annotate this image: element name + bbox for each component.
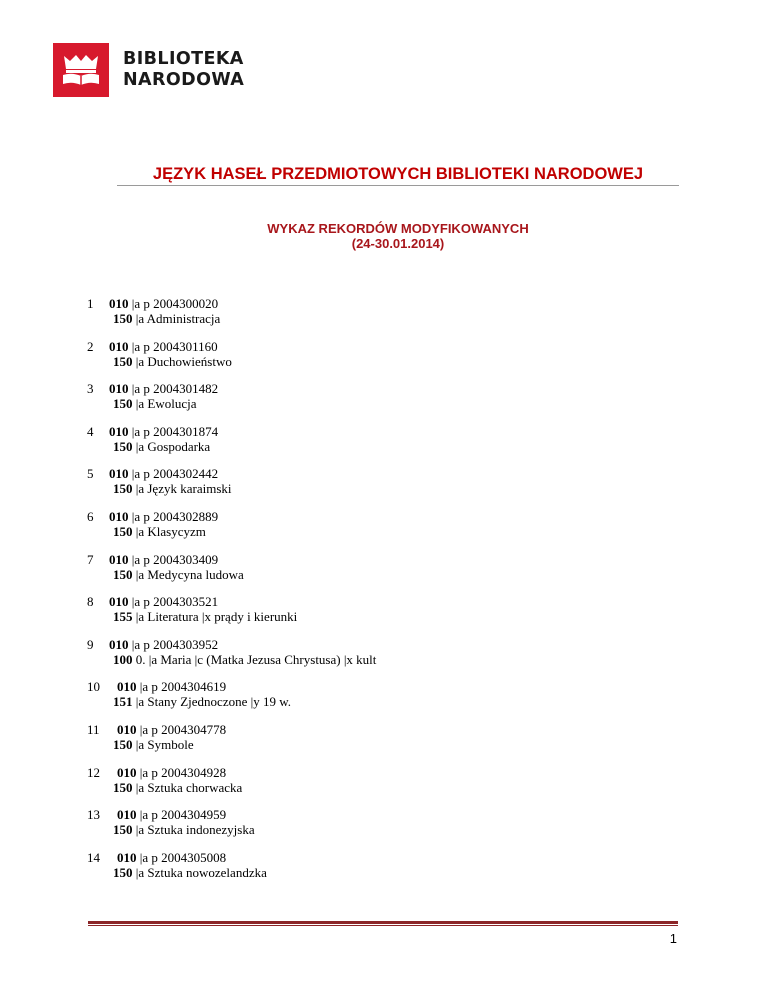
record-line-heading [113, 822, 255, 837]
field-value: |a Sztuka nowozelandzka [132, 864, 267, 880]
field-value: |a p 2004302889 [128, 508, 219, 524]
record-item [87, 381, 687, 411]
field-value: |a p 2004303409 [128, 551, 219, 567]
record-number: 7 [87, 551, 94, 567]
field-tag: 150 [113, 396, 133, 412]
record-item [87, 509, 687, 539]
field-tag: 010 [109, 594, 129, 610]
record-number: 8 [87, 594, 94, 610]
logo-wordmark [123, 49, 244, 91]
record-line-heading [113, 737, 194, 752]
page-number: 1 [669, 931, 677, 946]
field-value: |a Język karaimski [132, 481, 232, 497]
record-item [87, 594, 687, 624]
field-tag: 150 [113, 481, 133, 497]
record-line-010 [109, 594, 218, 609]
field-value: |a Klasycyzm [132, 523, 206, 539]
field-tag: 155 [113, 609, 133, 625]
field-value: |a Sztuka chorwacka [132, 779, 243, 795]
record-line-010 [109, 381, 218, 396]
record-line-heading [113, 652, 376, 667]
field-value: |a Administracja [132, 311, 221, 326]
document-title: JĘZYK HASEŁ PRZEDMIOTOWYCH BIBLIOTEKI NARODOWEJ [152, 165, 644, 183]
field-value: |a Stany Zjednoczone |y 19 w. [132, 694, 292, 710]
record-item [87, 850, 687, 880]
record-number: 5 [87, 466, 94, 482]
record-line-heading [113, 694, 291, 709]
field-value: |a p 2004304959 [136, 807, 227, 823]
logo-line-1: BIBLIOTEKA [123, 49, 244, 69]
field-tag: 010 [117, 807, 137, 823]
field-tag: 010 [117, 764, 137, 780]
record-line-010 [109, 552, 218, 567]
record-line-heading [113, 609, 297, 624]
field-tag: 150 [113, 864, 133, 880]
field-tag: 100 [113, 651, 133, 667]
record-line-heading [113, 780, 242, 795]
field-tag: 150 [113, 822, 133, 838]
field-tag: 150 [113, 779, 133, 795]
field-value: |a p 2004301482 [128, 381, 219, 397]
record-number: 6 [87, 508, 94, 524]
field-value: |a p 2004301160 [128, 338, 218, 354]
record-line-heading [113, 567, 244, 582]
record-line-heading [113, 865, 267, 880]
logo-line-2: NARODOWA [123, 70, 245, 90]
field-tag: 150 [113, 736, 133, 752]
record-list [87, 296, 687, 892]
field-value: |a Gospodarka [132, 438, 211, 454]
footer-divider [88, 921, 678, 926]
field-value: |a Sztuka indonezyjska [132, 822, 255, 838]
field-value: |a p 2004302442 [128, 466, 219, 482]
field-value: |a p 2004304928 [136, 764, 227, 780]
record-number: 13 [87, 807, 100, 823]
field-value: |a p 2004303521 [128, 594, 219, 610]
field-tag: 010 [117, 679, 137, 695]
record-line-heading [113, 481, 232, 496]
record-line-010 [109, 296, 218, 311]
record-item [87, 765, 687, 795]
record-line-heading [113, 354, 232, 369]
field-tag: 150 [113, 438, 133, 454]
record-line-010 [117, 807, 226, 822]
record-number: 4 [87, 423, 94, 439]
record-number: 11 [87, 721, 100, 737]
field-value: |a Duchowieństwo [132, 353, 232, 369]
field-value: |a Literatura |x prądy i kierunki [132, 609, 298, 625]
field-tag: 151 [113, 694, 133, 710]
field-tag: 010 [109, 636, 129, 652]
record-line-010 [109, 509, 218, 524]
record-line-heading [113, 524, 206, 539]
field-value: |a Symbole [132, 736, 194, 752]
title-divider [117, 185, 679, 186]
field-tag: 010 [109, 508, 129, 524]
record-item [87, 807, 687, 837]
field-tag: 010 [109, 381, 129, 397]
field-tag: 010 [109, 551, 129, 567]
field-tag: 010 [117, 849, 137, 865]
document-subtitle [117, 221, 679, 251]
record-item [87, 339, 687, 369]
field-tag: 010 [109, 296, 129, 311]
record-item [87, 679, 687, 709]
record-number: 12 [87, 764, 100, 780]
field-value: |a p 2004301874 [128, 423, 219, 439]
record-line-010 [109, 637, 218, 652]
field-value: |a p 2004304619 [136, 679, 227, 695]
subtitle-date-range: (24-30.01.2014) [351, 236, 445, 251]
record-number: 1 [87, 296, 94, 311]
crown-book-icon [53, 43, 109, 97]
record-line-heading [113, 396, 196, 411]
record-line-heading [113, 439, 210, 454]
field-tag: 010 [109, 338, 129, 354]
record-number: 9 [87, 636, 94, 652]
field-value: |a p 2004305008 [136, 849, 227, 865]
record-number: 14 [87, 849, 100, 865]
field-tag: 010 [109, 423, 129, 439]
record-item [87, 552, 687, 582]
record-number: 3 [87, 381, 94, 397]
field-value: |a p 2004300020 [128, 296, 219, 311]
record-item [87, 296, 687, 326]
field-tag: 010 [117, 721, 137, 737]
record-line-heading [113, 311, 220, 326]
field-tag: 150 [113, 353, 133, 369]
record-line-010 [117, 850, 226, 865]
subtitle-line-1: WYKAZ REKORDÓW MODYFIKOWANYCH [267, 221, 529, 236]
record-item [87, 424, 687, 454]
record-number: 2 [87, 338, 94, 354]
record-item [87, 466, 687, 496]
field-tag: 010 [109, 466, 129, 482]
record-line-010 [117, 679, 226, 694]
library-logo [53, 43, 244, 97]
record-line-010 [117, 722, 226, 737]
field-value: |a p 2004303952 [128, 636, 219, 652]
field-tag: 150 [113, 523, 133, 539]
record-number: 10 [87, 679, 100, 695]
field-value: 0. |a Maria |c (Matka Jezusa Chrystusa) |x kult [132, 651, 377, 667]
field-tag: 150 [113, 311, 133, 326]
record-line-010 [109, 466, 218, 481]
record-item [87, 722, 687, 752]
field-value: |a Ewolucja [132, 396, 197, 412]
record-line-010 [109, 339, 218, 354]
field-tag: 150 [113, 566, 133, 582]
record-line-010 [117, 765, 226, 780]
field-value: |a p 2004304778 [136, 721, 227, 737]
field-value: |a Medycyna ludowa [132, 566, 244, 582]
record-line-010 [109, 424, 218, 439]
record-item [87, 637, 687, 667]
